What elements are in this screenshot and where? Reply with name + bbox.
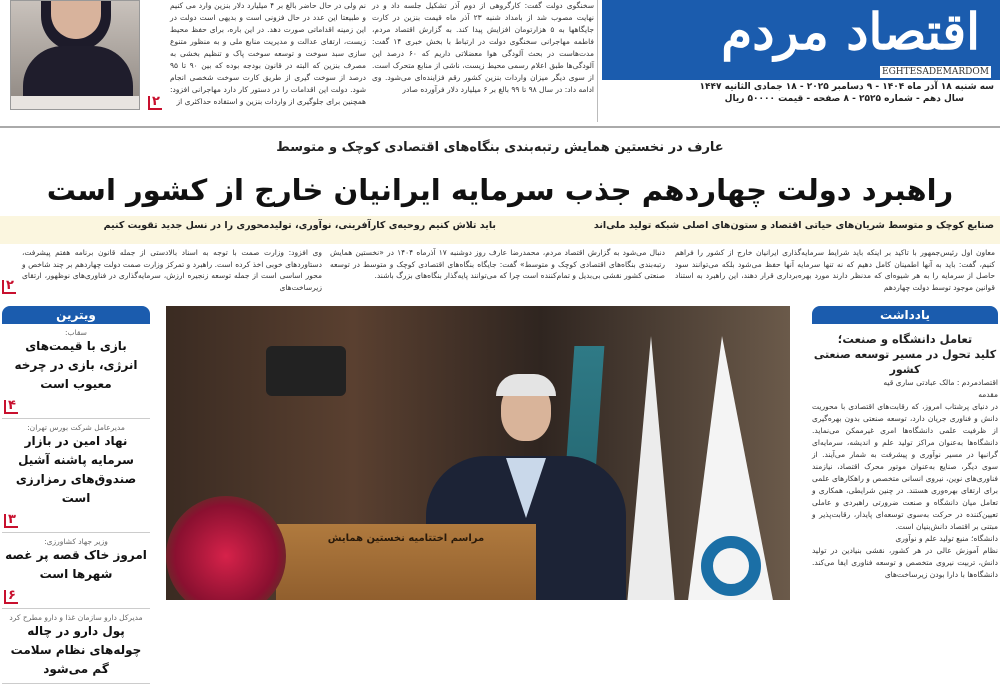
vitrin-item[interactable]: [2, 609, 150, 684]
note-body: در دنیای پرشتاب امروز، که رقابت‌های اقتصادی با محوریت دانش و فناوری جریان دارد، توسعه صنعتی بدون بهره‌گیری از ظرفیت علمی دانشگاه‌ها امری غیرممکن می‌نماید. دانشگاه‌ها به‌عنوان مراکز تولید علم و اندیشه، سرمایه‌ای گرانبها در مسیر نوآوری و پیشرفت به شمار می‌آیند. از سوی دیگر، صنایع به‌عنوان موتور محرک اقتصاد، نیازمند فناوری‌های نوین، نیروی انسانی متخصص و راهکارهای علمی برای ارتقای بهره‌وری هستند. در چنین شرایطی، همکاری و تعامل میان دانشگاه و صنعت ضرورتی راهبردی و عاملی تعیین‌کننده در حرکت به‌سوی توسعه‌ای پایدار، رقابت‌پذیر و مبتنی بر اقتصاد دانش‌بنیان است.: [812, 402, 998, 531]
official-photo: [10, 0, 140, 110]
note-box: [812, 306, 998, 581]
page-ref: ۲: [148, 96, 162, 110]
vitrin-item[interactable]: [2, 533, 150, 609]
vitrin-headline: پول دارو در چاله چوله‌های نظام سلامت گم می‌شود: [10, 624, 142, 676]
note-author: اقتصادمردم : مالک عبادتی ساری قیه: [883, 378, 998, 387]
podium-banner: مراسم اختتامیه نخستین همایش: [327, 533, 485, 544]
masthead-info: [604, 81, 994, 105]
latin-name: EGHTESADEMARDOM: [882, 67, 989, 77]
lead-body-2: دنبال می‌شود به گزارش اقتصاد مردم، محمدرضا عارف روز دوشنبه ۱۷ آذرماه ۱۴۰۴ در «نخستین همایش رتبه‌بندی بنگاه‌های اقتصادی کوچک و متوسط» گفت: جایگاه بنگاه‌های اقتصادی کوچک و متوسط در توسعه صنعتی کشور نقشی بی‌بدیل و تمام‌کننده است چرا که می‌توانند پایه‌گذار بنگاه‌های بزرگ باشند.: [330, 248, 666, 280]
note-subhead: دانشگاه؛ منبع تولید علم و نوآوری: [895, 534, 998, 543]
issue-line: سال دهم - شماره ۲۵۲۵ - ۸ صفحه - قیمت ۵۰۰۰۰ ریال: [724, 94, 964, 104]
lead-kicker: عارف در نخستین همایش رتبه‌بندی بنگاه‌های اقتصادی کوچک و متوسط: [276, 140, 724, 155]
main-photo: [166, 306, 790, 600]
page-ref: ۳: [4, 514, 18, 528]
vitrin-item[interactable]: [2, 419, 150, 533]
vitrin-box: [2, 306, 150, 684]
subhead-2: باید تلاش کنیم روحیه‌ی کارآفرینی، نوآوری، تولیدمحوری را در نسل جدید تقویت کنیم: [103, 220, 496, 231]
lead-body-1: معاون اول رئیس‌جمهور با تاکید بر اینکه باید شرایط سرمایه‌گذاری ایرانیان خارج از کشور را فراهم کنیم، گفت: باید به آنها اطمینان کامل دهیم که نه تنها سرمایه آنها حفظ می‌شود بلکه می‌توانند سود حاصل از سرمایه را به هر شیوه‌ای که مدنظر دارند مورد بهره‌برداری قرار دهند، این راهبرد به استناد قوانین موجود توسط دولت چهاردهم: [675, 248, 995, 292]
note-headline-1: تعامل دانشگاه و صنعت؛: [837, 332, 973, 346]
vitrin-kicker: سقاب:: [65, 328, 87, 337]
note-intro-label: مقدمه: [978, 390, 998, 399]
vitrin-headline: نهاد امین در بازار سرمایه پاشنه آشیل صندوق‌های رمزارزی است: [15, 434, 137, 505]
page-ref: ۶: [4, 590, 18, 604]
note-title: یادداشت: [812, 306, 998, 324]
vitrin-title: ویترین: [2, 306, 150, 324]
page-ref: ۲: [2, 280, 16, 294]
top-story-col1: نم ولی در حال حاضر بالغ بر ۴ میلیارد دلار بنزین وارد می کنیم و طبیعتا این عدد در حال فزونی است و بدیهی است دولت در این زمینه اقداماتی صورت دهد. در این باره، برای حفظ محیط زیست، ارتقای عدالت و مدیریت منابع ملی و به منظور متنوع سازی سبد سوخت و توسعه سوخت پاک و تنظیم بخشی به مصرف بنزین که البته در قانون بودجه بوده که بین ۹۰ تا ۹۵ درصد از سوخت گیری از طریق کارت سوخت شخصی انجام شود. دولت این اقدامات را در دستور کار دارد مهاجرانی افزود: همچنین برای جلوگیری از واردات بنزین و استفاده حداکثری از: [170, 1, 366, 106]
note-body-2: نظام آموزش عالی در هر کشور، نقشی بنیادین در تولید دانش، تربیت نیروی متخصص و توسعه فناوری ایفا می‌کند. دانشگاه‌ها با دارا بودن زیرساخت‌های: [812, 546, 998, 579]
vitrin-headline: بازی با قیمت‌های انرژی، بازی در چرخه معیوب است: [14, 339, 138, 391]
date-line: سه شنبه ۱۸ آذر ماه ۱۴۰۴ - ۹ دسامبر ۲۰۲۵ - ۱۸ جمادی الثانیه ۱۴۴۷: [699, 82, 994, 92]
vitrin-item[interactable]: [2, 324, 150, 419]
vitrin-headline: امروز خاک قصه پر غصه شهرها است: [5, 548, 147, 581]
vitrin-kicker: مدیرکل دارو سازمان غذا و دارو مطرح کرد: [9, 613, 143, 622]
page-ref: ۴: [4, 400, 18, 414]
subhead-1: صنایع کوچک و متوسط شریان‌های حیاتی اقتصاد و ستون‌های اصلی شبکه تولید ملی‌اند: [593, 220, 994, 231]
vitrin-kicker: وزیر جهاد کشاورزی:: [44, 537, 108, 546]
vitrin-kicker: مدیرعامل شرکت بورس تهران:: [27, 423, 125, 432]
lead-body-3: وی افزود: وزارت صمت با توجه به اسناد بالادستی از جمله قانون برنامه هفتم پیشرفت، دستاوردهای خوبی اخذ کرده است. راهبرد و تمرکز وزارت صمت دولت چهاردهم بر چند شاخص و محور اساسی است از جمله توسعه زنجیره ارزش، سرمایه‌گذاری در فناوری‌های نوظهور، ارتقای زیرساخت‌های: [22, 248, 322, 292]
lead-headline: راهبرد دولت چهاردهم جذب سرمایه ایرانیان خارج از کشور است: [46, 173, 954, 207]
top-story-col2: سخنگوی دولت گفت: کارگروهی از دوم آذر تشکیل جلسه داد و در نهایت مصوب شد از بامداد شنبه ۲۳ آذر ماه قیمت بنزین در کارت جایگاهها به ۵ هزارتومان افزایش پیدا کند. به گزارش اقتصاد مردم، فاطمه مهاجرانی سخنگوی دولت در ارتباط با بخش خبری ۱۴ گفت: مدت‌هاست در بحث آلودگی هوا معضلاتی داریم که ۶۰ درصد این آلودگی‌ها طبق اعلام رسمی محیط زیست، ناشی از منابع متحرک است. از سوی دیگر میزان واردات بنزین کشور رقم فزاینده‌ای می‌شود. وی ادامه داد: در سال ۹۸ تا ۹۹ بالغ بر ۶ میلیارد دلار فرآورده صادر: [372, 1, 594, 94]
logo-text: اقتصاد مردم: [721, 2, 980, 61]
note-headline-2: کلید تحول در مسیر توسعه صنعتی کشور: [813, 348, 997, 376]
